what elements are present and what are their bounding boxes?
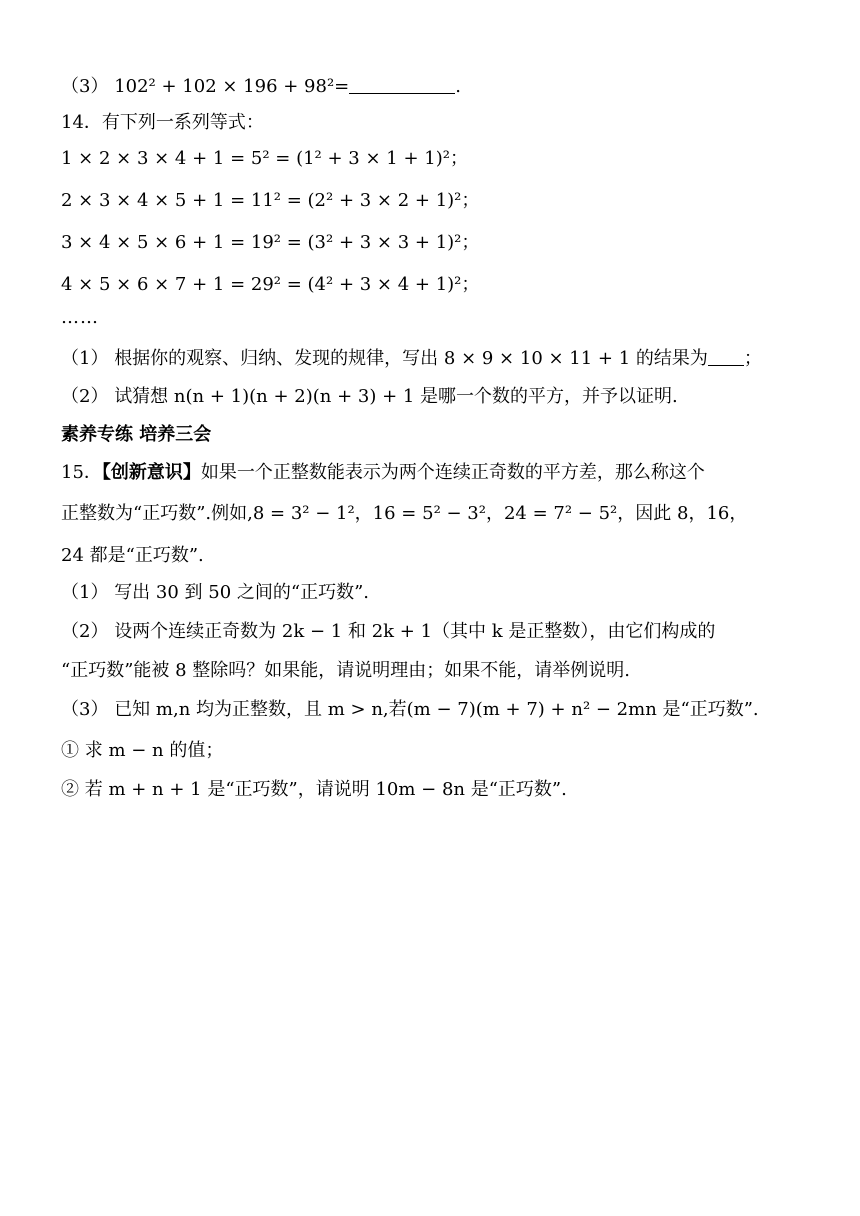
q15-number: 15．	[61, 462, 102, 483]
q13-part3-end: .	[455, 76, 461, 97]
q15-sub2: ② 若 m + n + 1 是“正巧数”，请说明 10m − 8n 是“正巧数”.	[61, 779, 567, 800]
q13-part3-label: （3）	[61, 76, 109, 97]
q14-part1	[61, 344, 840, 374]
q14-equation-4: 4 × 5 × 6 × 7 + 1 = 29² = (4² + 3 × 4 + 1)²；	[61, 274, 480, 295]
q13-part3-expr: 102² + 102 × 196 + 98²=	[114, 76, 350, 97]
q15-line1-text: 如果一个正整数能表示为两个连续正奇数的平方差，那么称这个	[200, 462, 705, 483]
q14-part1-text: 根据你的观察、归纳、发现的规律，写出 8 × 9 × 10 × 11 + 1 的结果为	[114, 348, 708, 369]
q15-part3-text: 已知 m,n 均为正整数，且 m > n,若(m − 7)(m + 7) + n² − 2mn 是“正巧数”.	[114, 699, 759, 720]
q14-equation-1: 1 × 2 × 3 × 4 + 1 = 5² = (1² + 3 × 1 + 1)²；	[61, 148, 468, 169]
q15-part3	[61, 695, 840, 725]
q14-part2-label: （2）	[61, 386, 109, 407]
q15-line1	[61, 458, 840, 488]
q14-equation-3: 3 × 4 × 5 × 6 + 1 = 19² = (3² + 3 × 3 + 1)²；	[61, 232, 480, 253]
q14-equation-2: 2 × 3 × 4 × 5 + 1 = 11² = (2² + 3 × 2 + 1)²；	[61, 190, 480, 211]
q14-part2-text: 试猜想 n(n + 1)(n + 2)(n + 3) + 1 是哪一个数的平方，并予以证明.	[114, 386, 678, 407]
answer-blank	[708, 347, 744, 366]
q14-intro: 14．有下列一系列等式：	[61, 112, 264, 133]
q14-part2	[61, 382, 840, 412]
q15-part3-label: （3）	[61, 699, 109, 720]
q14-part1-end: ；	[743, 348, 762, 369]
q15-part2-label: （2）	[61, 621, 109, 642]
q15-part2	[61, 617, 840, 647]
section-heading: 素养专练 培养三会	[61, 424, 212, 445]
q15-line2: 正整数为“正巧数”.例如,8 = 3² − 1²，16 = 5² − 3²，24 = 7² − 5²，因此 8，16，	[61, 503, 748, 524]
q15-sub1: ① 求 m − n 的值；	[61, 740, 224, 761]
q14-part1-label: （1）	[61, 348, 109, 369]
q15-part1	[61, 578, 840, 608]
q13-part3	[61, 72, 840, 102]
q15-line3: 24 都是“正巧数”.	[61, 545, 204, 566]
q15-part1-text: 写出 30 到 50 之间的“正巧数”.	[114, 582, 370, 603]
q15-tag: 【创新意识】	[101, 462, 201, 483]
q15-part2-text: 设两个连续正奇数为 2k − 1 和 2k + 1（其中 k 是正整数），由它们构成的	[114, 621, 716, 642]
q15-part2-cont: “正巧数”能被 8 整除吗？如果能，请说明理由；如果不能，请举例说明.	[61, 660, 631, 681]
answer-blank	[349, 75, 455, 94]
q14-ellipsis: ……	[61, 307, 99, 328]
q15-part1-label: （1）	[61, 582, 109, 603]
